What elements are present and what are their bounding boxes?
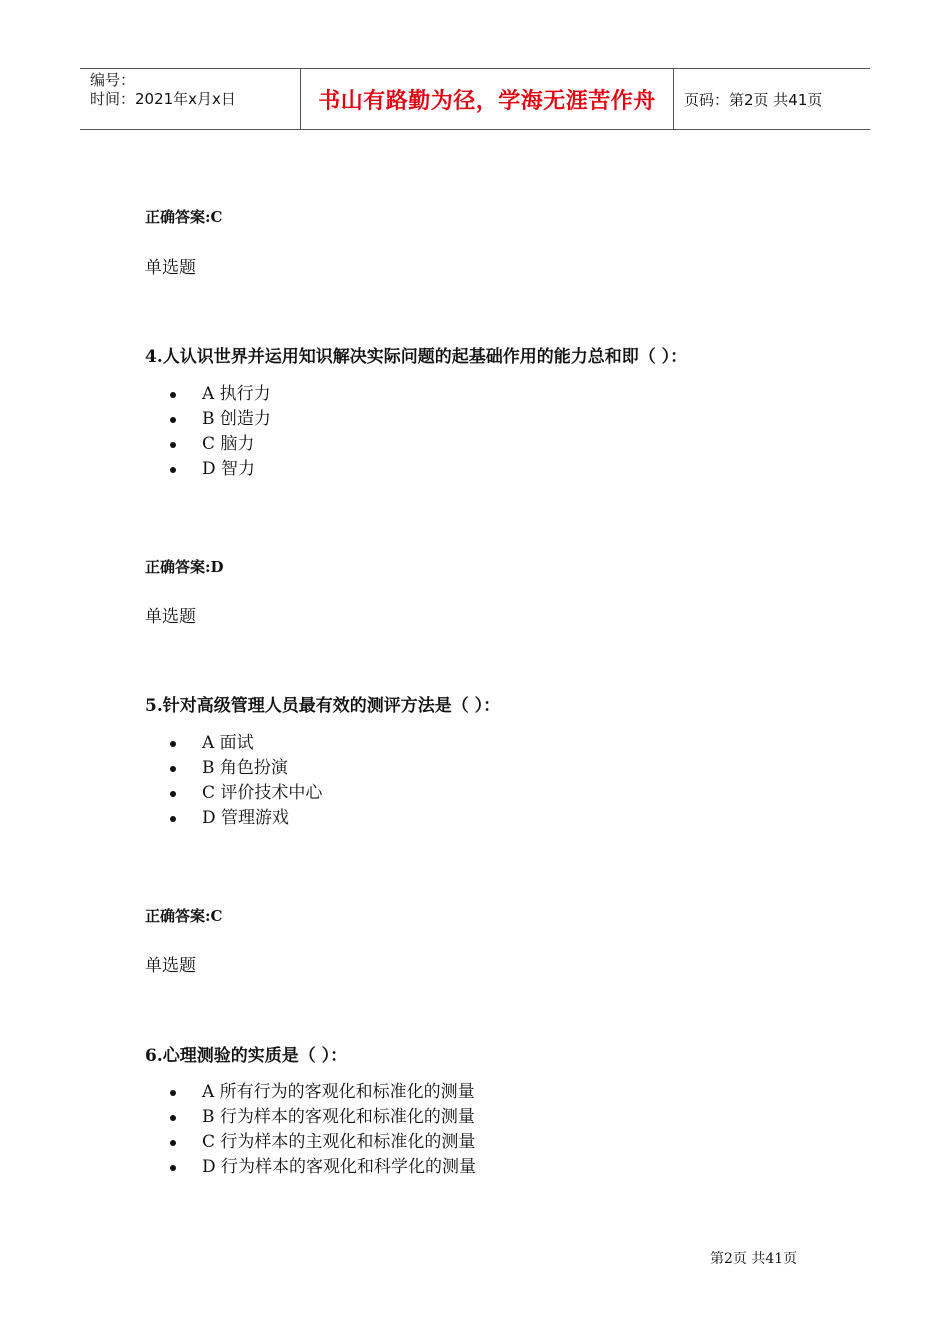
q6-option-c: C 行为样本的主观化和标准化的测量 [170, 1130, 476, 1155]
q4-options [170, 382, 271, 482]
q3-type: 单选题 [145, 258, 196, 278]
bullet-icon [170, 1115, 176, 1121]
q4-option-a: A 执行力 [170, 382, 271, 407]
bullet-icon [170, 741, 176, 747]
q5-option-d: D 管理游戏 [170, 806, 322, 831]
q6-option-d: D 行为样本的客观化和科学化的测量 [170, 1155, 476, 1180]
q6-option-a: A 所有行为的客观化和标准化的测量 [170, 1080, 476, 1105]
bullet-icon [170, 1090, 176, 1096]
q6-question: 6.心理测验的实质是（ ）： [145, 1046, 348, 1066]
q6-options [170, 1080, 476, 1180]
header-meta [80, 69, 301, 129]
q6-option-b: B 行为样本的客观化和标准化的测量 [170, 1105, 476, 1130]
q3-answer: 正确答案:C [145, 208, 223, 226]
q5-option-b: B 角色扮演 [170, 756, 322, 781]
bullet-icon [170, 392, 176, 398]
time-label: 时间：2021年x月x日 [90, 90, 236, 108]
bullet-icon [170, 816, 176, 822]
bullet-icon [170, 791, 176, 797]
page-header [80, 68, 870, 130]
bullet-icon [170, 417, 176, 423]
bullet-icon [170, 467, 176, 473]
q4-option-b: B 创造力 [170, 407, 271, 432]
page-footer: 第2页 共41页 [710, 1251, 798, 1267]
q5-option-c: C 评价技术中心 [170, 781, 322, 806]
bullet-icon [170, 442, 176, 448]
q4-question: 4.人认识世界并运用知识解决实际问题的起基础作用的能力总和即（ ）： [145, 347, 688, 367]
q5-option-a: A 面试 [170, 731, 322, 756]
bullet-icon [170, 1165, 176, 1171]
q4-option-c: C 脑力 [170, 432, 271, 457]
q4-answer: 正确答案:D [145, 558, 224, 576]
q5-answer: 正确答案:C [145, 907, 223, 925]
q4-type: 单选题 [145, 607, 196, 627]
q4-option-d: D 智力 [170, 457, 271, 482]
q5-options [170, 731, 322, 831]
header-motto: 书山有路勤为径，学海无涯苦作舟 [301, 69, 674, 129]
header-page-label: 页码：第2页 共41页 [684, 90, 823, 109]
bullet-icon [170, 766, 176, 772]
q5-question: 5.针对高级管理人员最有效的测评方法是（ ）： [145, 696, 501, 716]
number-label: 编号： [90, 71, 136, 89]
q5-type: 单选题 [145, 956, 196, 976]
bullet-icon [170, 1140, 176, 1146]
